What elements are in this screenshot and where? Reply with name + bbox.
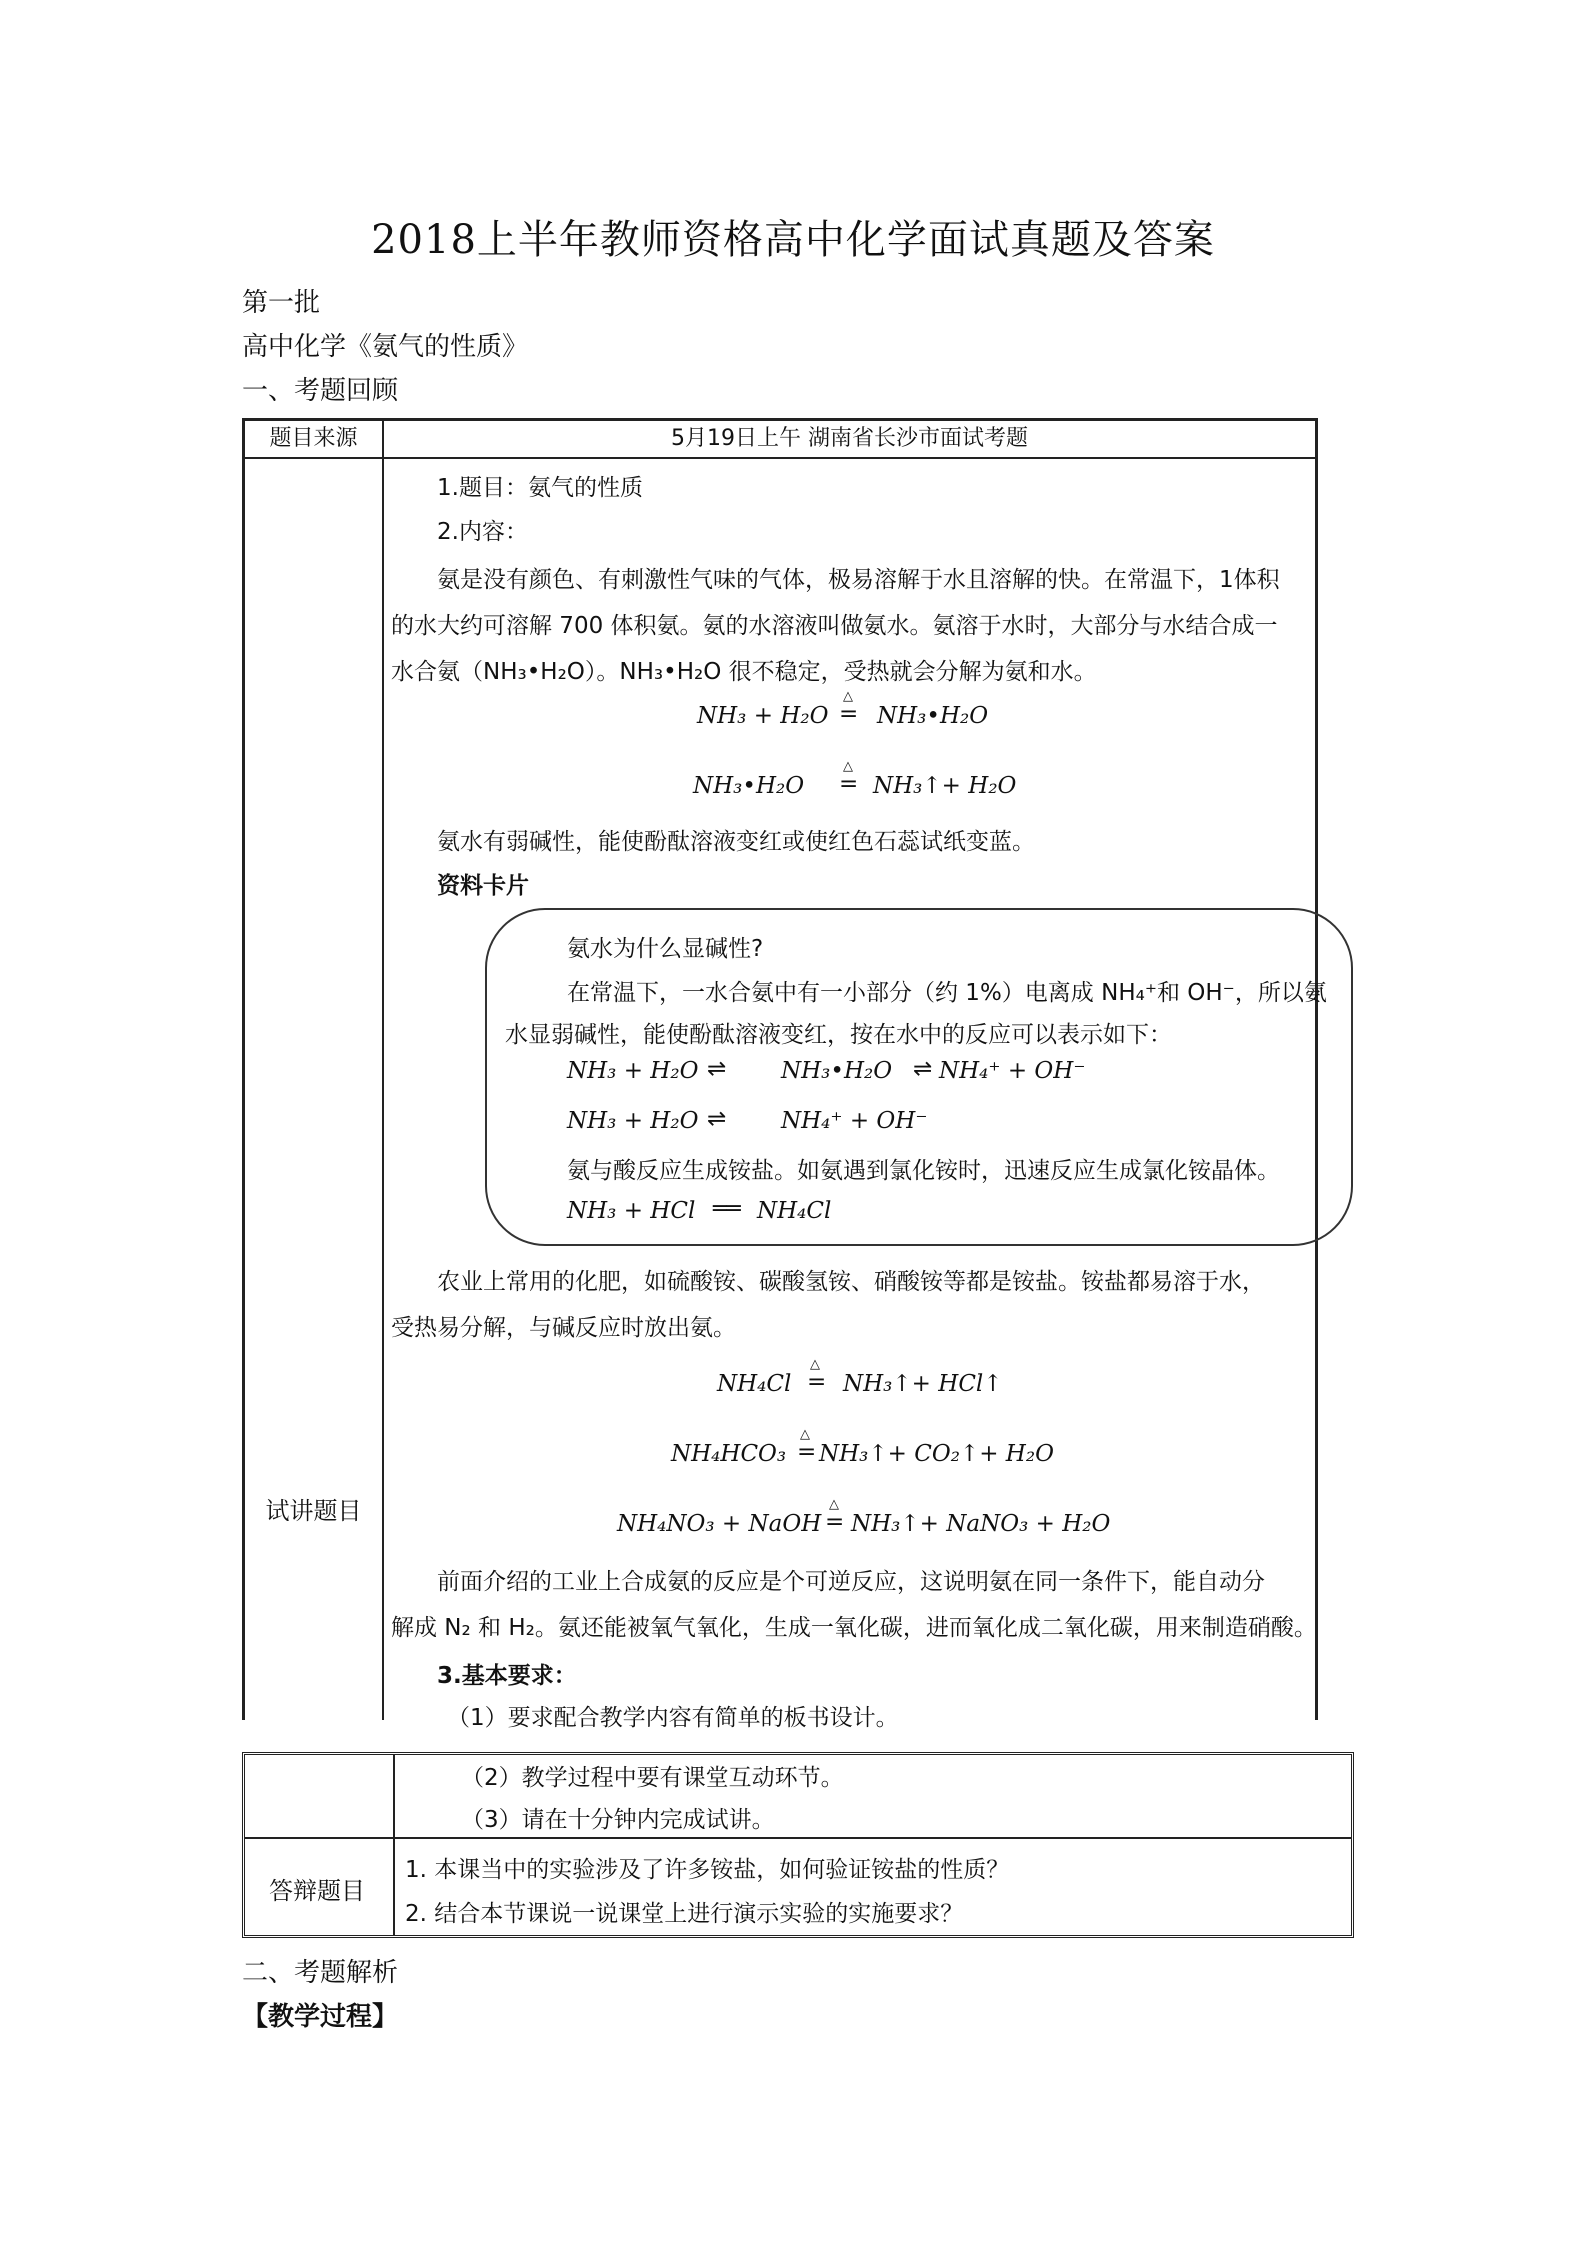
requirement-1: （1）要求配合教学内容有简单的板书设计。: [447, 1705, 899, 1731]
heat-icon: △: [810, 1357, 820, 1372]
lecture-topic-label: 试讲题目: [265, 1497, 362, 1525]
heat-icon: △: [843, 689, 853, 704]
section-heading-review: 一、考题回顾: [242, 376, 399, 406]
equation-8-sign: =: [825, 1509, 845, 1535]
heat-icon: △: [800, 1427, 810, 1442]
requirement-3: （3）请在十分钟内完成试讲。: [461, 1807, 775, 1833]
item-content: 2.内容：: [437, 519, 528, 545]
question-table-continued: [242, 1752, 1354, 1938]
equation-1-sign: =: [839, 701, 859, 727]
paragraph-3-line-1: 农业上常用的化肥，如硫酸铵、碳酸氢铵、硝酸铵等都是铵盐。铵盐都易溶于水，: [437, 1269, 1265, 1295]
info-card-title: 资料卡片: [437, 873, 529, 899]
equation-2-left: NH₃•H₂O: [693, 773, 805, 799]
source-value: 5月19日上午 湖南省长沙市面试考题: [671, 426, 1028, 451]
equation-3-sign: ⇌: [707, 1056, 727, 1082]
requirement-2: （2）教学过程中要有课堂互动环节。: [461, 1765, 844, 1791]
equation-2-sign: =: [839, 771, 859, 797]
info-card: [485, 908, 1353, 1246]
equation-5-right: NH₄Cl: [757, 1198, 832, 1224]
equation-6-left: NH₄Cl: [717, 1371, 792, 1397]
column-divider: [382, 421, 384, 1720]
batch-label: 第一批: [242, 288, 321, 318]
paragraph-4-line-2: 解成 N₂ 和 H₂。氨还能被氧气氧化，生成一氧化碳，进而氧化成二氧化碳，用来制造硝酸。: [391, 1615, 1317, 1641]
equation-7-sign: =: [797, 1439, 817, 1465]
equation-1-right: NH₃•H₂O: [877, 703, 989, 729]
info-card-line-3: 氨与酸反应生成铵盐。如氨遇到氯化铵时，迅速反应生成氯化铵晶体。: [567, 1158, 1280, 1184]
equation-5-left: NH₃ + HCl: [567, 1198, 696, 1224]
defense-question-1: 1. 本课当中的实验涉及了许多铵盐，如何验证铵盐的性质？: [405, 1857, 1010, 1883]
column-divider: [393, 1755, 395, 1935]
paragraph-1-line-2: 的水大约可溶解 700 体积氨。氨的水溶液叫做氨水。氨溶于水时，大部分与水结合成一: [391, 613, 1278, 639]
equation-8-right: NH₃↑+ NaNO₃ + H₂O: [851, 1511, 1111, 1537]
paragraph-3-line-2: 受热易分解，与碱反应时放出氨。: [391, 1315, 736, 1341]
item-topic: 1.题目：氨气的性质: [437, 475, 643, 501]
equation-1-left: NH₃ + H₂O: [697, 703, 829, 729]
subject-label: 高中化学《氨气的性质》: [242, 332, 529, 362]
heat-icon: △: [843, 759, 853, 774]
equation-6-right: NH₃↑+ HCl↑: [843, 1371, 1003, 1397]
equation-2-right: NH₃↑+ H₂O: [873, 773, 1017, 799]
defense-question-2: 2. 结合本节课说一说课堂上进行演示实验的实施要求？: [405, 1901, 964, 1927]
equation-3-middle: NH₃•H₂O: [781, 1058, 893, 1084]
paragraph-1-line-1: 氨是没有颜色、有刺激性气味的气体，极易溶解于水且溶解的快。在常温下，1体积: [437, 567, 1280, 593]
info-card-line-1: 在常温下，一水合氨中有一小部分（约 1%）电离成 NH₄⁺和 OH⁻，所以氨: [567, 980, 1327, 1006]
equation-4-sign: ⇌: [707, 1106, 727, 1132]
equation-3-right: NH₄⁺ + OH⁻: [939, 1058, 1086, 1084]
source-label: 题目来源: [269, 426, 358, 451]
teaching-process-heading: 【教学过程】: [242, 2002, 399, 2032]
equation-5-sign: ══: [713, 1196, 741, 1222]
defense-questions-label: 答辩题目: [269, 1877, 365, 1905]
equation-8-left: NH₄NO₃ + NaOH: [617, 1511, 822, 1537]
equation-3-sign-2: ⇌: [913, 1056, 933, 1082]
equation-4-left: NH₃ + H₂O: [567, 1108, 699, 1134]
paragraph-4-line-1: 前面介绍的工业上合成氨的反应是个可逆反应，这说明氨在同一条件下，能自动分: [437, 1569, 1265, 1595]
info-card-line-2: 水显弱碱性，能使酚酞溶液变红，按在水中的反应可以表示如下：: [505, 1022, 1172, 1048]
section-heading-analysis: 二、考题解析: [242, 1958, 399, 1988]
basic-requirements-title: 3.基本要求：: [437, 1663, 577, 1689]
equation-3-left: NH₃ + H₂O: [567, 1058, 699, 1084]
row-divider: [245, 1837, 1351, 1839]
equation-7-left: NH₄HCO₃: [671, 1441, 787, 1467]
equation-4-right: NH₄⁺ + OH⁻: [781, 1108, 928, 1134]
paragraph-2: 氨水有弱碱性，能使酚酞溶液变红或使红色石蕊试纸变蓝。: [437, 829, 1035, 855]
paragraph-1-line-3: 水合氨（NH₃•H₂O）。NH₃•H₂O 很不稳定，受热就会分解为氨和水。: [391, 659, 1097, 685]
equation-7-right: NH₃↑+ CO₂↑+ H₂O: [819, 1441, 1054, 1467]
equation-6-sign: =: [807, 1369, 827, 1395]
info-card-question: 氨水为什么显碱性?: [567, 936, 764, 962]
page-title: 2018上半年教师资格高中化学面试真题及答案: [371, 217, 1215, 263]
heat-icon: △: [829, 1497, 839, 1512]
